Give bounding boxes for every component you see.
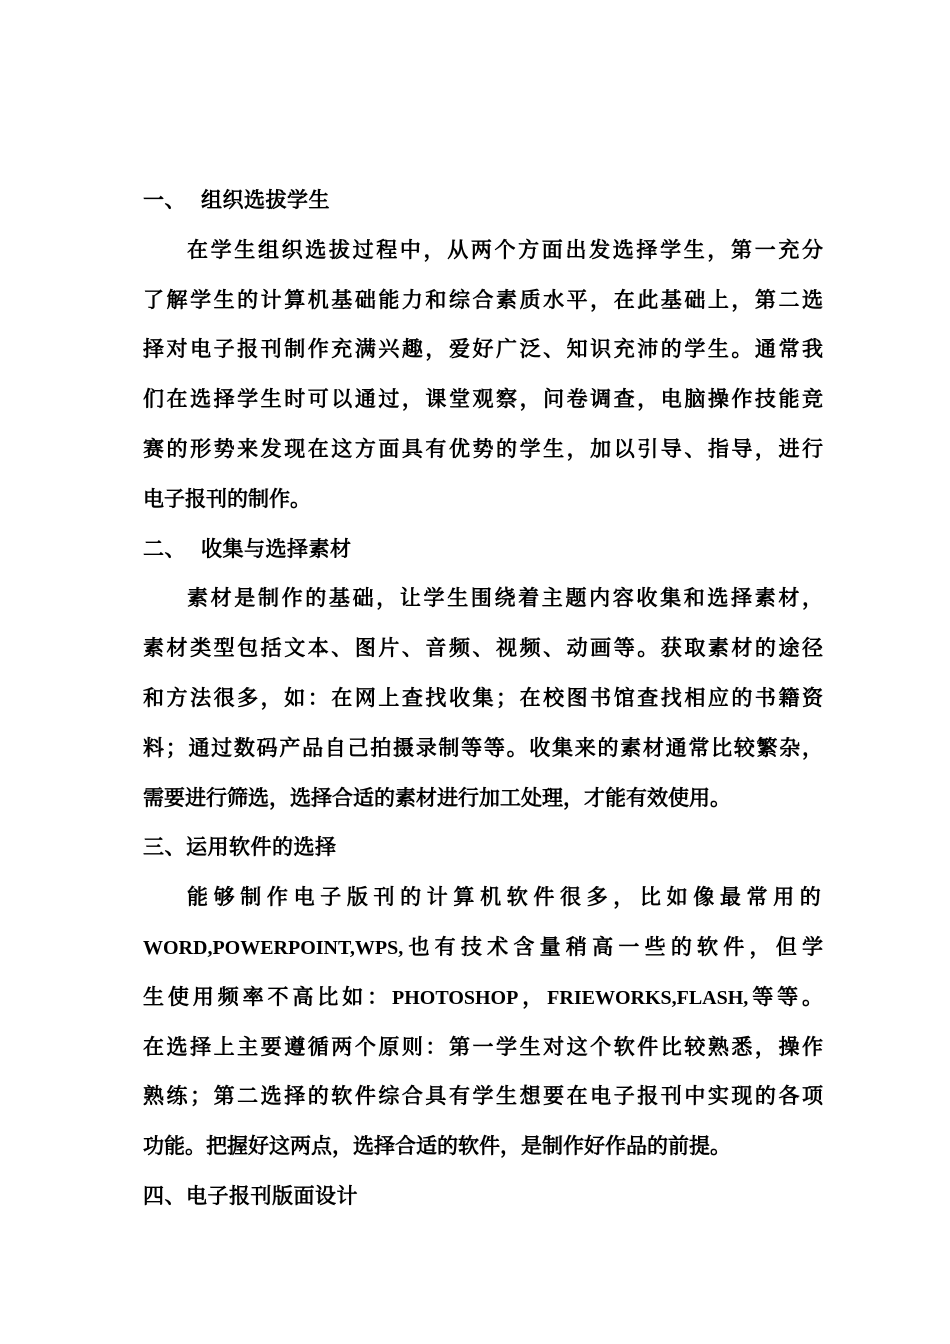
paragraph-line: WORD,POWERPOINT,WPS,也有技术含量稍高一些的软件，但学: [143, 934, 823, 959]
document-body: [143, 176, 823, 1222]
paragraph-line: 们在选择学生时可以通过，课堂观察，问卷调查，电脑操作技能竞: [143, 387, 823, 412]
paragraph-line: 功能。把握好这两点，选择合适的软件，是制作好作品的前提。: [143, 1134, 731, 1159]
paragraph-line: 赛的形势来发现在这方面具有优势的学生，加以引导、指导，进行: [143, 436, 823, 461]
paragraph-line: 素材类型包括文本、图片、音频、视频、动画等。获取素材的途径: [143, 636, 823, 661]
paragraph-line: 素材是制作的基础，让学生围绕着主题内容收集和选择素材，: [187, 586, 823, 611]
section-heading-3: [143, 823, 823, 873]
section-title: 电子报刊版面设计: [186, 1183, 358, 1208]
section-title: 组织选拔学生: [201, 188, 330, 212]
paragraph-line: 了解学生的计算机基础能力和综合素质水平，在此基础上，第二选: [143, 287, 823, 312]
paragraph-line: 在选择上主要遵循两个原则：第一学生对这个软件比较熟悉，操作: [143, 1034, 823, 1059]
paragraph-line: 料；通过数码产品自己拍摄录制等等。收集来的素材通常比较繁杂，: [143, 735, 823, 760]
paragraph-line: 电子报刊的制作。: [143, 486, 311, 511]
section-title: 收集与选择素材: [201, 536, 352, 561]
paragraph-line: 生使用频率不高比如：PHOTOSHOP，FRIEWORKS,FLASH,等等。: [143, 984, 824, 1009]
paragraph-line: 择对电子报刊制作充满兴趣，爱好广泛、知识充沛的学生。通常我: [143, 337, 823, 362]
paragraph-line: 需要进行筛选，选择合适的素材进行加工处理，才能有效使用。: [143, 785, 731, 810]
paragraph-line: 熟练；第二选择的软件综合具有学生想要在电子报刊中实现的各项: [143, 1084, 823, 1109]
section-title: 运用软件的选择: [186, 835, 337, 860]
paragraph-line: 和方法很多，如：在网上查找收集；在校图书馆查找相应的书籍资: [143, 685, 823, 710]
section-heading-4: [143, 1172, 823, 1222]
section-number: 三、: [143, 835, 186, 860]
paragraph-line: 能够制作电子版刊的计算机软件很多，比如像最常用的: [187, 885, 823, 910]
paragraph-line: 在学生组织选拔过程中，从两个方面出发选择学生，第一充分: [187, 237, 823, 262]
section-number: 四、: [143, 1183, 186, 1208]
section-number: 一、: [143, 188, 186, 212]
section-heading-1: [143, 176, 823, 226]
section-heading-2: [143, 525, 823, 575]
section-number: 二、: [143, 536, 186, 561]
